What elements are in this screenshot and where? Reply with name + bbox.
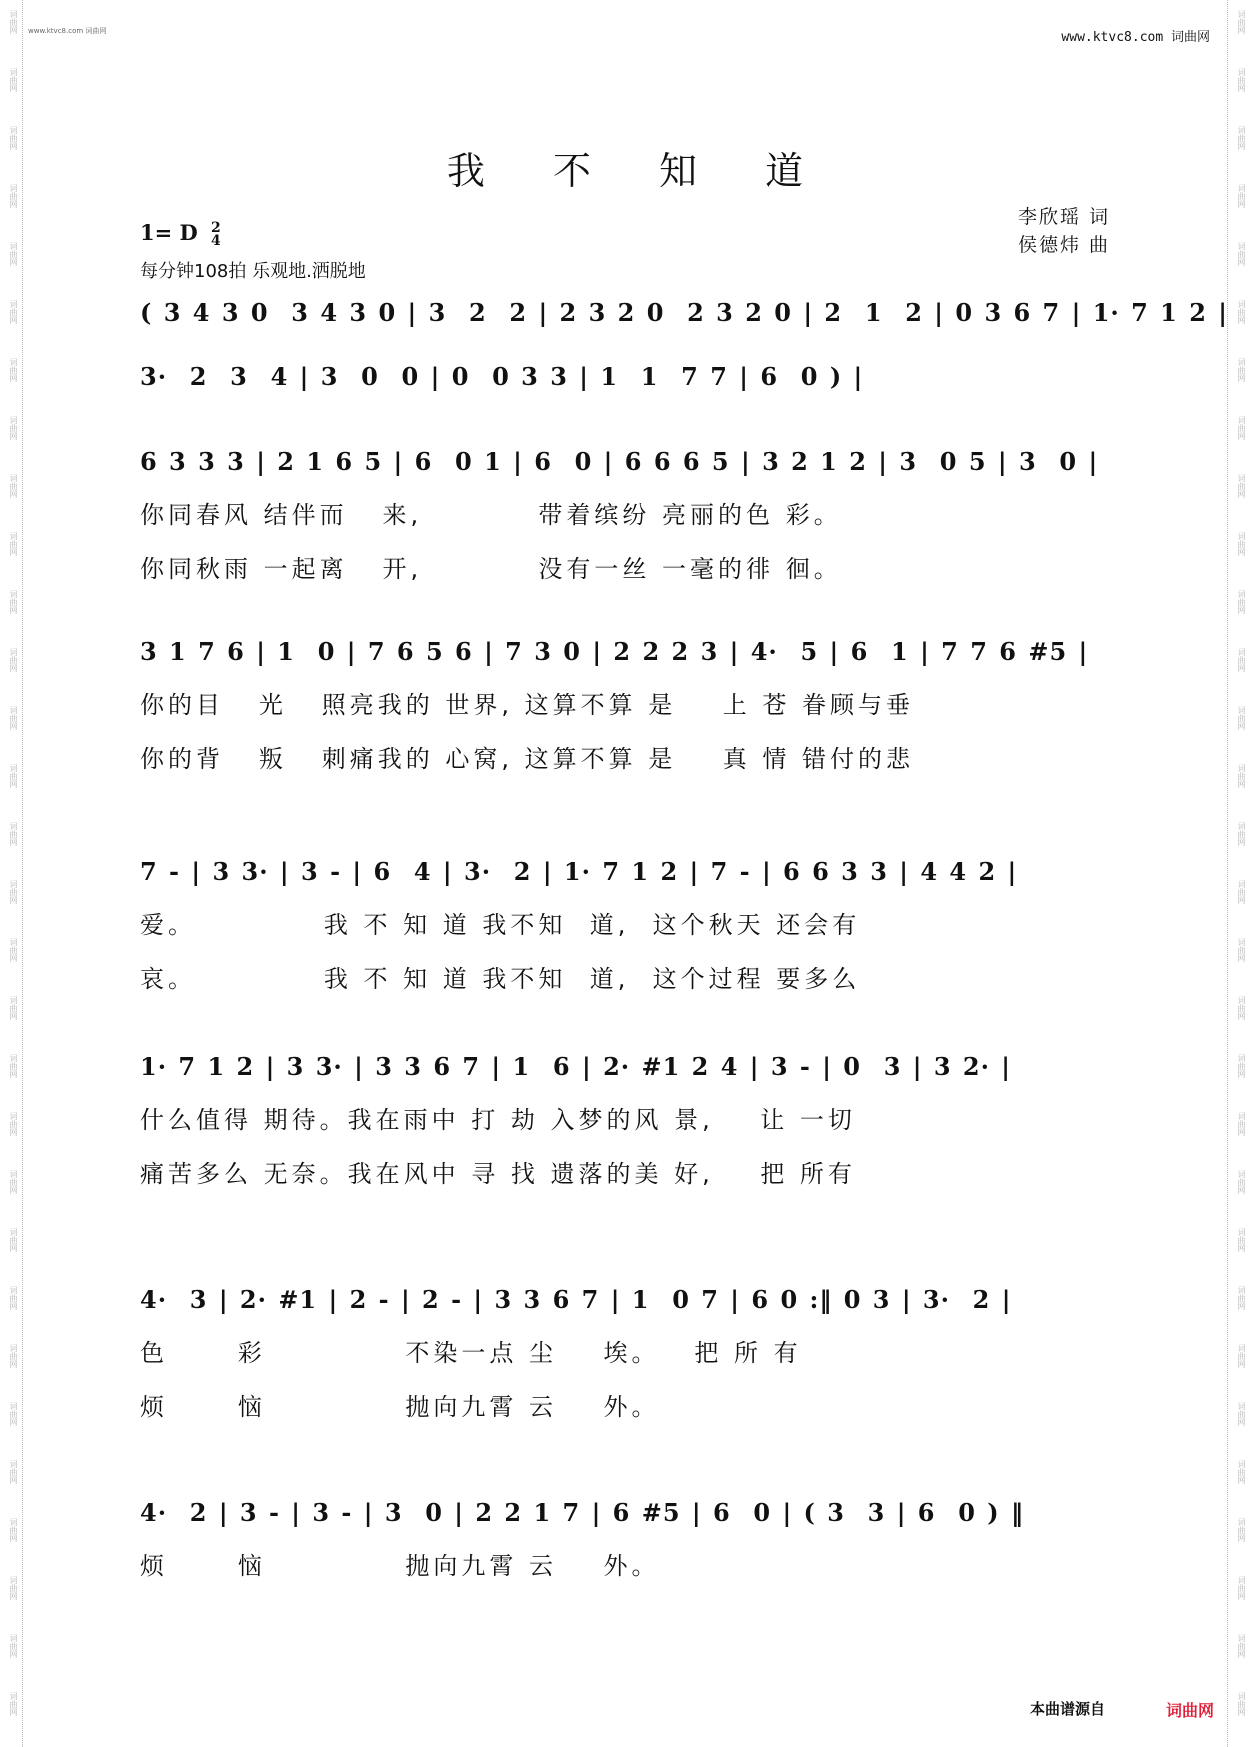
source-label: 本曲谱源自 (1029, 1700, 1105, 1718)
key-signature (140, 220, 221, 248)
watermark-text: 词曲网 (1237, 300, 1246, 324)
source-brand[interactable]: 词曲网 (1165, 1701, 1214, 1720)
watermark-text: 词曲网 (9, 1228, 18, 1252)
watermark-text: 词曲网 (9, 1518, 18, 1542)
watermark-text: 词曲网 (9, 648, 18, 672)
watermark-text: 词曲网 (9, 474, 18, 498)
watermark-text: 词曲网 (1237, 706, 1246, 730)
watermark-text: 词曲网 (1237, 358, 1246, 382)
watermark-text: 词曲网 (9, 300, 18, 324)
watermark-text: 词曲网 (9, 1460, 18, 1484)
key-label: 1= D (140, 220, 198, 245)
notation-line: ( 3 4 3 0 3 4 3 0 | 3 2 2 | 2 3 2 0 2 3 2 0 | 2 1 2 | 0 3 6 7 | 1· 7 1 2 | (140, 298, 1228, 327)
watermark-text: 词曲网 (1237, 10, 1246, 34)
watermark-text: 词曲网 (1237, 1402, 1246, 1426)
watermark-text: 词曲网 (9, 10, 18, 34)
watermark-text: 词曲网 (1237, 474, 1246, 498)
watermark-text: 词曲网 (1237, 1576, 1246, 1600)
lyric-line: 痛苦多么 无奈。我在风中 寻 找 遗落的美 好, 把 所有 (140, 1160, 856, 1188)
watermark-text: 词曲网 (9, 532, 18, 556)
watermark-text: 词曲网 (1237, 68, 1246, 92)
watermark-text: 词曲网 (1237, 1634, 1246, 1658)
tiny-site-label: www.ktvc8.com 词曲网 (28, 27, 107, 35)
lyric-line: 烦 恼 抛向九霄 云 外。 (140, 1552, 660, 1580)
watermark-text: 词曲网 (1237, 532, 1246, 556)
tempo-marking: 每分钟108拍 乐观地.洒脱地 (140, 261, 366, 282)
watermark-text: 词曲网 (1237, 1518, 1246, 1542)
lyric-line: 你同秋雨 一起离 开, 没有一丝 一毫的徘 徊。 (140, 555, 842, 583)
watermark-text: 词曲网 (1237, 1692, 1246, 1716)
watermark-text: 词曲网 (9, 1286, 18, 1310)
watermark-text: 词曲网 (9, 1692, 18, 1716)
watermark-text: 词曲网 (1237, 1286, 1246, 1310)
right-margin-watermark (1227, 0, 1250, 1747)
time-signature (211, 219, 221, 249)
watermark-text: 词曲网 (9, 1344, 18, 1368)
lyric-line: 你的目 光 照亮我的 世界, 这算不算 是 上 苍 眷顾与垂 (140, 691, 915, 719)
notation-line: 3· 2 3 4 | 3 0 0 | 0 0 3 3 | 1 1 7 7 | 6 0 ) | (140, 362, 864, 391)
watermark-text: 词曲网 (9, 242, 18, 266)
watermark-text: 词曲网 (9, 126, 18, 150)
watermark-text: 词曲网 (1237, 822, 1246, 846)
watermark-text: 词曲网 (1237, 1112, 1246, 1136)
watermark-text: 词曲网 (1237, 996, 1246, 1020)
notation-line: 1· 7 1 2 | 3 3· | 3 3 6 7 | 1 6 | 2· #1 2 4 | 3 - | 0 3 | 3 2· | (140, 1052, 1012, 1081)
watermark-text: 词曲网 (9, 1112, 18, 1136)
watermark-text: 词曲网 (9, 938, 18, 962)
time-numerator: 2 (211, 219, 221, 236)
watermark-text: 词曲网 (1237, 1460, 1246, 1484)
watermark-text: 词曲网 (1237, 126, 1246, 150)
watermark-text: 词曲网 (9, 358, 18, 382)
watermark-text: 词曲网 (9, 184, 18, 208)
notation-line: 4· 2 | 3 - | 3 - | 3 0 | 2 2 1 7 | 6 #5 | 6 0 | ( 3 3 | 6 0 ) ‖ (140, 1498, 1024, 1527)
site-url[interactable]: www.ktvc8.com 词曲网 (1061, 30, 1210, 45)
watermark-text: 词曲网 (9, 590, 18, 614)
watermark-text: 词曲网 (1237, 1054, 1246, 1078)
watermark-text: 词曲网 (1237, 764, 1246, 788)
watermark-text: 词曲网 (9, 706, 18, 730)
watermark-text: 词曲网 (1237, 1344, 1246, 1368)
watermark-text: 词曲网 (1237, 938, 1246, 962)
notation-line: 3 1 7 6 | 1 0 | 7 6 5 6 | 7 3 0 | 2 2 2 3 | 4· 5 | 6 1 | 7 7 6 #5 | (140, 637, 1089, 666)
lyricist-credit: 李欣瑶 词 (1017, 206, 1110, 228)
watermark-text: 词曲网 (9, 880, 18, 904)
watermark-text: 词曲网 (1237, 416, 1246, 440)
watermark-text: 词曲网 (1237, 242, 1246, 266)
watermark-text: 词曲网 (9, 416, 18, 440)
watermark-text: 词曲网 (9, 822, 18, 846)
lyric-line: 你同春风 结伴而 来, 带着缤纷 亮丽的色 彩。 (140, 501, 842, 529)
lyric-line: 烦 恼 抛向九霄 云 外。 (140, 1393, 660, 1421)
song-title: 我 不 知 道 (446, 149, 832, 193)
left-margin-watermark (0, 0, 23, 1747)
watermark-text: 词曲网 (9, 1170, 18, 1194)
watermark-text: 词曲网 (9, 1576, 18, 1600)
notation-line: 7 - | 3 3· | 3 - | 6 4 | 3· 2 | 1· 7 1 2 | 7 - | 6 6 3 3 | 4 4 2 | (140, 857, 1018, 886)
watermark-text: 词曲网 (9, 68, 18, 92)
time-denominator: 4 (211, 232, 221, 249)
watermark-text: 词曲网 (9, 764, 18, 788)
watermark-text: 词曲网 (1237, 184, 1246, 208)
watermark-text: 词曲网 (1237, 590, 1246, 614)
watermark-text: 词曲网 (9, 1054, 18, 1078)
lyric-line: 什么值得 期待。我在雨中 打 劫 入梦的风 景, 让 一切 (140, 1106, 856, 1134)
watermark-text: 词曲网 (9, 996, 18, 1020)
watermark-text: 词曲网 (1237, 880, 1246, 904)
watermark-text: 词曲网 (1237, 1228, 1246, 1252)
watermark-text: 词曲网 (9, 1402, 18, 1426)
watermark-text: 词曲网 (1237, 1170, 1246, 1194)
lyric-line: 你的背 叛 刺痛我的 心窝, 这算不算 是 真 情 错付的悲 (140, 745, 915, 773)
watermark-text: 词曲网 (9, 1634, 18, 1658)
lyric-line: 色 彩 不染一点 尘 埃。 把 所 有 (140, 1339, 802, 1367)
lyric-line: 哀。 我 不 知 道 我不知 道, 这个过程 要多么 (140, 965, 861, 993)
notation-line: 6 3 3 3 | 2 1 6 5 | 6 0 1 | 6 0 | 6 6 6 5 | 3 2 1 2 | 3 0 5 | 3 0 | (140, 447, 1099, 476)
watermark-text: 词曲网 (1237, 648, 1246, 672)
composer-credit: 侯德炜 曲 (1017, 234, 1110, 256)
lyric-line: 爱。 我 不 知 道 我不知 道, 这个秋天 还会有 (140, 911, 861, 939)
notation-line: 4· 3 | 2· #1 | 2 - | 2 - | 3 3 6 7 | 1 0 7 | 6 0 :‖ 0 3 | 3· 2 | (140, 1285, 1012, 1314)
